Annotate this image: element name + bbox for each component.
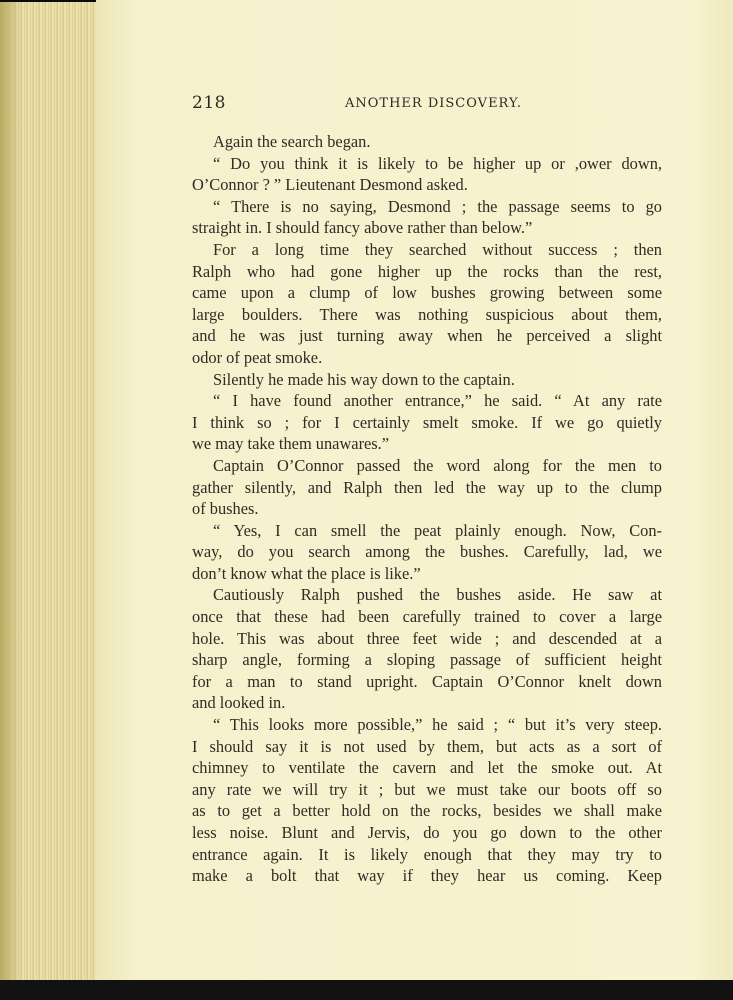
text-line: I should say it is not used by them, but acts as a sort of <box>192 736 662 756</box>
page-header <box>192 93 662 119</box>
page-edges-shadow <box>0 2 22 987</box>
text-line: “ This looks more possible,” he said ; “ but it’s very steep. <box>213 715 662 735</box>
text-line: don’t know what the place is like.” <box>192 563 421 583</box>
text-line: odor of peat smoke. <box>192 347 323 367</box>
text-line: For a long time they searched without success ; then <box>213 239 662 259</box>
text-line: straight in. I should fancy above rather than below.” <box>192 218 533 238</box>
text-line: as to get a better hold on the rocks, besides we shall make <box>192 801 662 821</box>
text-line: Captain O’Connor passed the word along for the men to <box>213 455 662 475</box>
text-line: I think so ; for I certainly smelt smoke. If we go quietly <box>192 412 662 432</box>
text-line: “ Do you think it is likely to be higher up or ,ower down, <box>213 153 662 173</box>
text-line: Again the search began. <box>213 132 371 151</box>
text-line: less noise. Blunt and Jervis, do you go down to the other <box>192 823 662 842</box>
text-line: any rate we will try it ; but we must take our boots off so <box>192 779 662 799</box>
body-text <box>192 131 662 887</box>
text-line: came upon a clump of low bushes growing between some <box>192 283 662 303</box>
text-line: gather silently, and Ralph then led the way up to the clump <box>192 477 662 497</box>
text-line: of bushes. <box>192 499 259 519</box>
text-line: hole. This was about three feet wide ; and descended at a <box>192 628 662 648</box>
text-line: make a bolt that way if they hear us coming. Keep <box>192 866 662 886</box>
text-line: “ I have found another entrance,” he said. “ At any rate <box>213 391 662 411</box>
text-line: for a man to stand upright. Captain O’Connor knelt down <box>192 671 662 691</box>
text-line: entrance again. It is likely enough that they may try to <box>192 844 662 864</box>
text-line: once that these had been carefully trained to cover a large <box>192 607 662 627</box>
text-line: Cautiously Ralph pushed the bushes aside. He saw at <box>213 585 662 605</box>
text-line: large boulders. There was nothing suspicious about them, <box>192 304 662 324</box>
text-line: Ralph who had gone higher up the rocks than the rest, <box>192 261 662 281</box>
scan-bottom-border <box>0 980 733 1000</box>
text-line: “ Yes, I can smell the peat plainly enough. Now, Con- <box>213 520 662 540</box>
text-line: we may take them unawares.” <box>192 434 390 454</box>
text-line: “ There is no saying, Desmond ; the passage seems to go <box>213 196 662 216</box>
text-line: sharp angle, forming a sloping passage of sufficient height <box>192 650 662 670</box>
text-line: Silently he made his way down to the captain. <box>213 369 515 389</box>
text-line: and he was just turning away when he perceived a slight <box>192 326 662 346</box>
page-number: 218 <box>192 93 226 113</box>
text-line: chimney to ventilate the cavern and let the smoke out. At <box>192 758 662 778</box>
text-line: way, do you search among the bushes. Carefully, lad, we <box>192 542 662 562</box>
text-line: O’Connor ? ” Lieutenant Desmond asked. <box>192 175 468 195</box>
text-line: and looked in. <box>192 693 286 713</box>
running-head: ANOTHER DISCOVERY. <box>345 96 522 111</box>
